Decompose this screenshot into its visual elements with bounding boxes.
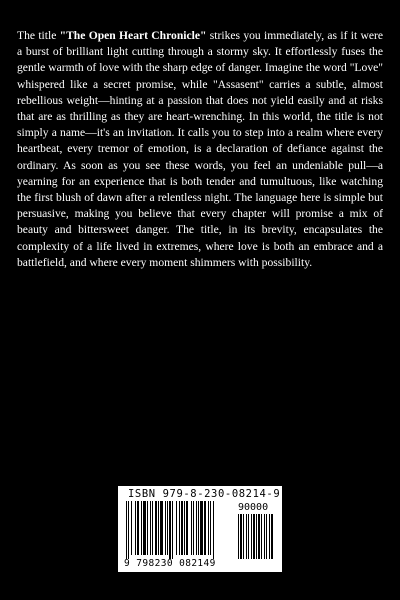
barcode-stripe xyxy=(198,501,199,555)
blurb-intro: The title xyxy=(17,29,60,42)
barcode-stripe xyxy=(155,501,157,555)
barcode-stripe xyxy=(141,501,142,555)
barcode-stripe xyxy=(128,501,129,559)
barcode-stripe xyxy=(181,501,183,555)
addon-stripe xyxy=(271,514,273,559)
barcode-stripe xyxy=(169,501,171,559)
blurb-body: strikes you immediately, as if it were a burst of brilliant light cutting through a stormy sky. It effortlessly fuses the gentle warmth of love with the sharp edge of danger. Imagine the word "Love" whispered like a secret promise, while "Assasent" carries a subtle, almost rebellious weight—hinting at a passion that does not yield easily and at risks that are as thrilling as they are heart-wrenching. In this world, the title is not simply a name—it's an invitation. It calls you to step into a realm where every heartbeat, every tremor of emotion, is a declaration of defiance against the ordinary. As soon as you see these words, you feel an undeniable pull—a yearning for an experience that is both tender and tumultuous, like watching the first blush of dawn after a relentless night. The language here is simple but persuasive, making you believe that every chapter will promise a mix of beauty and bittersweet danger. The title, in its brevity, encapsulates the complexity of a life lived in extremes, where love is both an embrace and a battlefield, and where every moment shimmers with possibility. xyxy=(17,29,383,269)
barcode-stripe xyxy=(179,501,180,555)
barcode-stripe xyxy=(204,501,206,555)
barcode-stripe xyxy=(176,501,177,555)
book-title: "The Open Heart Chronicle" xyxy=(59,29,207,42)
back-cover-blurb xyxy=(17,28,383,271)
barcode-stripe xyxy=(160,501,163,555)
addon-stripe xyxy=(256,514,257,559)
barcode-stripe xyxy=(158,501,159,555)
barcode-stripe xyxy=(172,501,173,559)
isbn-barcode xyxy=(118,486,282,572)
barcode-stripe xyxy=(191,501,192,555)
addon-stripe xyxy=(240,514,242,559)
barcode-stripe xyxy=(143,501,146,555)
barcode-stripe xyxy=(152,501,153,555)
addon-stripe xyxy=(266,514,267,559)
barcode-stripe xyxy=(147,501,148,555)
addon-stripe xyxy=(258,514,260,559)
barcode-stripe xyxy=(137,501,139,555)
barcode-stripe xyxy=(184,501,185,555)
barcode-stripe xyxy=(131,501,132,555)
addon-stripe xyxy=(243,514,244,559)
barcode-stripe xyxy=(193,501,194,555)
barcode-stripe xyxy=(208,501,209,555)
barcode-stripe xyxy=(196,501,197,555)
barcode-stripe xyxy=(165,501,166,555)
barcode-stripe xyxy=(186,501,188,555)
price-code: 90000 xyxy=(238,502,269,513)
barcode-stripe xyxy=(200,501,203,555)
addon-stripe xyxy=(248,514,249,559)
addon-stripe xyxy=(251,514,252,559)
addon-stripe xyxy=(269,514,270,559)
isbn-label: ISBN 979-8-230-08214-9 xyxy=(128,488,281,500)
barcode-stripe xyxy=(210,501,211,555)
addon-stripe xyxy=(253,514,255,559)
barcode-stripe xyxy=(126,501,127,559)
barcode-stripe xyxy=(167,501,168,555)
barcode-stripe xyxy=(150,501,151,555)
barcode-stripe xyxy=(135,501,136,555)
barcode-stripe xyxy=(213,501,214,559)
addon-stripe xyxy=(246,514,247,559)
addon-stripe xyxy=(261,514,262,559)
addon-stripe xyxy=(238,514,239,559)
barcode-digits: 9 798230 082149 xyxy=(124,558,216,569)
addon-stripe xyxy=(264,514,265,559)
